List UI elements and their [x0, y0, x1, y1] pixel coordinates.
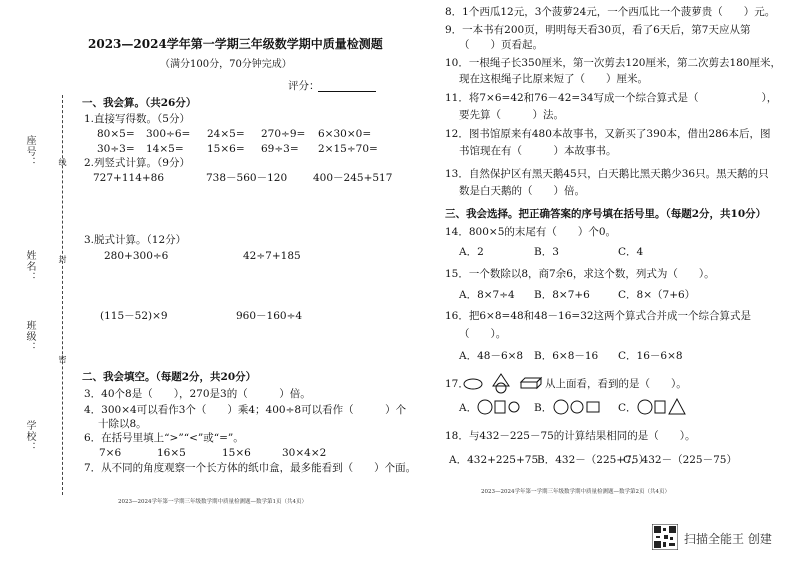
option-c: C．16－6×8: [618, 350, 683, 362]
question-6: 6．在括号里填上“>”“<”或“=”。: [84, 432, 244, 444]
question-3: 3．40个8是（ ），270是3的（ ）倍。: [84, 388, 311, 400]
question-9-line-2: （ ）页看起。: [459, 39, 543, 51]
question-15: 15．一个数除以8，商7余6，求这个数，列式为（ ）。: [445, 268, 715, 280]
question-10-line-2: 现在这根绳子比原来短了（ ）厘米。: [459, 73, 648, 85]
question-13-line-2: 数是白天鹅的（ ）倍。: [459, 185, 585, 197]
option-a: A．48－6×8: [459, 350, 524, 362]
exam-subtitle: （满分100分，70分钟完成）: [160, 59, 292, 70]
oral-calc-item: 300÷6=: [146, 128, 191, 140]
option-c: C．432－（225－75）: [623, 454, 737, 466]
class-field-label: 班级：: [24, 320, 35, 353]
step-calc-item: 280+300÷6: [104, 250, 169, 262]
question-16-line-2: （ ）。: [459, 328, 507, 340]
option-a: A．: [459, 402, 478, 414]
question-13-line-1: 13．自然保护区有黑天鹅45只，白天鹅比黑天鹅少36只。黑天鹅的只: [445, 168, 769, 180]
page-1-footer: 2023—2024学年第一学期三年级数学期中质量检测题—数学第1页（共4页）: [118, 499, 307, 505]
option-b: B．: [534, 402, 553, 414]
oral-calc-item: 69÷3=: [261, 143, 299, 155]
option-a-shapes: [477, 396, 521, 418]
name-field-label: 姓名：: [24, 250, 35, 283]
seal-mark-bind: 封: [58, 255, 67, 264]
vertical-calc-item: 727+114+86: [93, 172, 165, 184]
page-2-footer: 2023—2024学年第一学期三年级数学期中质量检测题—数学第2页（共4页）: [481, 489, 670, 495]
vertical-calc-item: 400－245+517: [313, 172, 393, 184]
option-a: A．8×7÷4: [459, 289, 515, 301]
binding-dashed-line: [62, 95, 63, 495]
section-1-part-2: 2.列竖式计算。（9分）: [84, 157, 190, 169]
option-b: B．3: [534, 246, 559, 258]
section-1-part-3: 3.脱式计算。（12分）: [84, 234, 187, 246]
score-blank: [318, 91, 376, 92]
question-18: 18．与432－225－75的计算结果相同的是（ ）。: [445, 430, 696, 442]
question-4-line-1: 4．300×4可以看作3个（ ）乘4；400÷8可以看作（ ）个: [84, 404, 407, 416]
compare-item: 7×6: [99, 447, 122, 459]
oral-calc-item: 30÷3=: [97, 143, 135, 155]
question-12-line-1: 12．图书馆原来有480本故事书，又新买了390本，借出286本后，图: [445, 128, 771, 140]
exam-title: 2023—2024学年第一学期三年级数学期中质量检测题: [88, 37, 383, 51]
compare-item: 15×6: [222, 447, 251, 459]
option-c: C．: [618, 402, 637, 414]
score-label: 评分：: [288, 80, 320, 92]
exam-page-2: [397, 0, 794, 561]
seal-mark-seal: 密: [58, 355, 67, 364]
oral-calc-item: 6×30×0=: [318, 128, 372, 140]
compare-item: 30×4×2: [282, 447, 327, 459]
number-field-label: 座号：: [24, 135, 35, 168]
option-b-shapes: [553, 396, 603, 418]
option-b: B．6×8－16: [534, 350, 599, 362]
oral-calc-item: 14×5=: [146, 143, 184, 155]
step-calc-item: (115－52)×9: [100, 310, 168, 322]
question-10-line-1: 10．一根绳子长350厘米，第一次剪去120厘米，第二次剪去180厘米，: [445, 57, 781, 69]
oral-calc-item: 24×5=: [207, 128, 245, 140]
step-calc-item: 960－160÷4: [236, 310, 303, 322]
question-17-number: 17．: [445, 378, 469, 390]
vertical-calc-item: 738－560－120: [206, 172, 288, 184]
question-8: 8．1个西瓜12元，3个菠萝24元，一个西瓜比一个菠萝贵（ ）元。: [445, 6, 776, 18]
compare-item: 16×5: [157, 447, 186, 459]
question-17-text: 从上面看，看到的是（ ）。: [545, 378, 687, 390]
question-7: 7．从不同的角度观察一个长方体的纸巾盒，最多能看到（ ）个面。: [84, 462, 417, 474]
option-c: C．4: [618, 246, 644, 258]
scanner-watermark: 扫描全能王 创建: [684, 532, 772, 546]
ellipse-shape: [464, 379, 482, 389]
qr-code-icon: [652, 524, 678, 550]
oral-calc-item: 270÷9=: [261, 128, 306, 140]
section-1-heading: 一、我会算。（共26分）: [82, 97, 197, 109]
oral-calc-item: 15×6=: [207, 143, 245, 155]
question-9-line-1: 9．一本书有200页，明明每天看30页，看了6天后，第7天应从第: [445, 24, 751, 36]
question-11-line-2: 要先算（ ）法。: [459, 109, 564, 121]
question-4-line-2: 十除以8。: [98, 418, 147, 430]
section-1-part-1: 1.直接写得数。（5分）: [84, 113, 190, 125]
section-3-heading: 三、我会选择。把正确答案的序号填在括号里。（每题2分，共10分）: [445, 208, 767, 220]
option-c: C．8×（7+6）: [618, 289, 696, 301]
cuboid-shape: [521, 378, 541, 388]
oral-calc-item: 2×15÷70=: [318, 143, 378, 155]
oral-calc-item: 80×5=: [97, 128, 135, 140]
question-14: 14．800×5的末尾有（ ）个0。: [445, 226, 617, 238]
question-16-line-1: 16．把6×8=48和48－16=32这两个算式合并成一个综合算式是: [445, 310, 752, 322]
seal-mark-line: 线: [58, 158, 67, 167]
school-field-label: 学校：: [24, 420, 35, 453]
section-2-heading: 二、我会填空。（每题2分，共20分）: [82, 371, 257, 383]
option-c-shapes: [637, 396, 687, 418]
option-a: A．432+225+75: [449, 454, 539, 466]
option-b: B．432－（225+75）: [537, 454, 649, 466]
option-a: A．2: [459, 246, 484, 258]
option-b: B．8×7+6: [534, 289, 590, 301]
cone-sphere-shape: [493, 374, 509, 393]
step-calc-item: 42÷7+185: [243, 250, 301, 262]
question-11-line-1: 11．将7×6=42和76－42=34写成一个综合算式是（ ），: [445, 92, 778, 104]
question-12-line-2: 书馆现在有（ ）本故事书。: [459, 145, 617, 157]
